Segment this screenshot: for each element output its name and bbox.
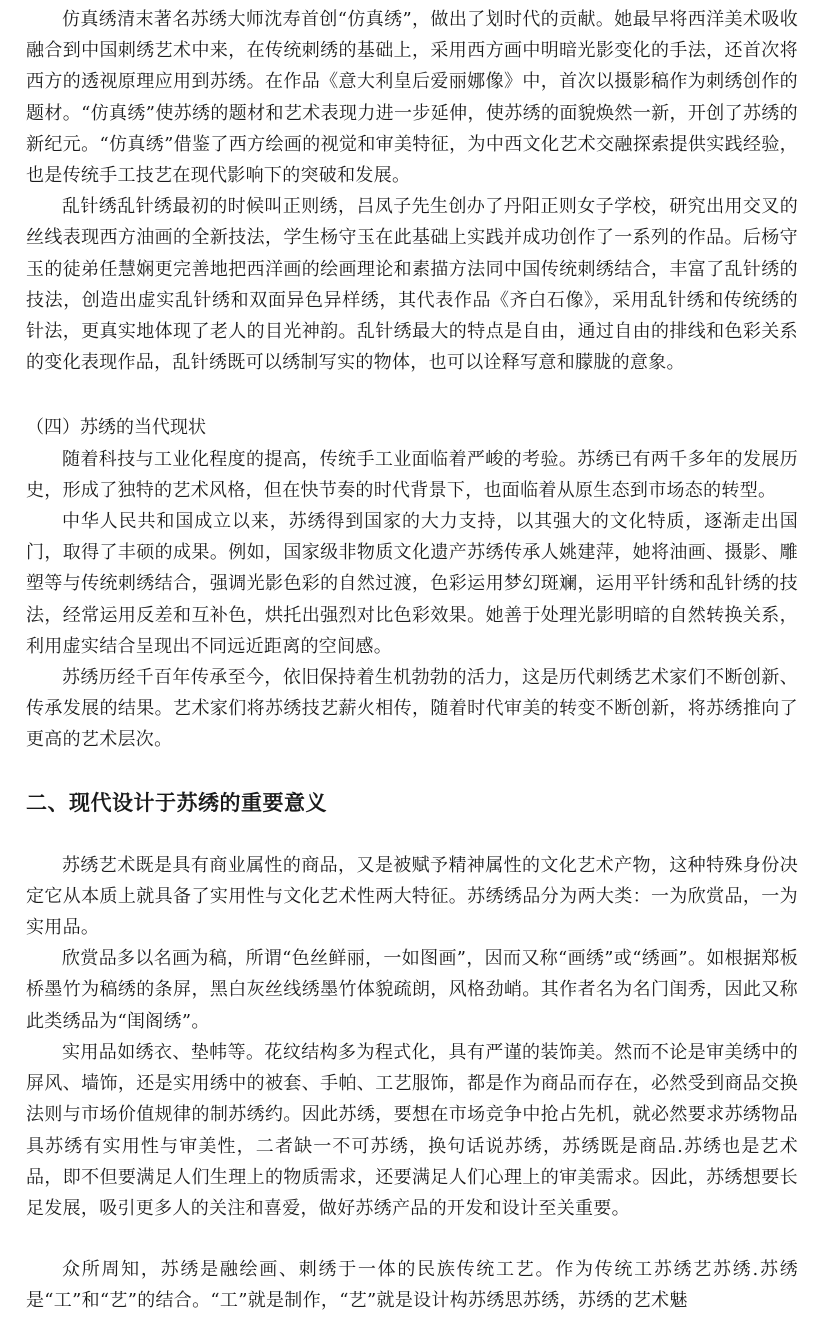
paragraph-random-stitch-embroidery: 乱针绣乱针绣最初的时候叫正则绣，吕凤子先生创办了丹阳正则女子学校，研究出用交叉的丝线表现西方油画的全新技法，学生杨守玉在此基础上实践并成功创作了一系列的作品。后杨守玉的徒弟任慧娴更完善地把西洋画的绘画理论和素描方法同中国传统刺绣结合，丰富了乱针绣的技法，创造出虚实乱针绣和双面异色异样绣，其代表作品《齐白石像》，采用乱针绣和传统绣的针法，更真实地体现了老人的目光神韵。乱针绣最大的特点是自由，通过自由的排线和色彩关系的变化表现作品，乱针绣既可以绣制写实的物体，也可以诠释写意和朦胧的意象。	[26, 196, 798, 374]
paragraph-industrialization: 随着科技与工业化程度的提高，传统手工业面临着严峻的考验。苏绣已有两千多年的发展历史，形成了独特的艺术风格，但在快节奏的时代背景下，也面临着从原生态到市场态的转型。	[26, 448, 798, 501]
document-page	[26, 4, 798, 1317]
paragraph-practical-items: 实用品如绣衣、垫帏等。花纹结构多为程式化，具有严谨的装饰美。然而不论是审美绣中的屏风、墙饰，还是实用绣中的被套、手帕、工艺服饰，都是作为商品而存在，必然受到商品交换法则与市场价值规律的制苏绣约。因此苏绣，要想在市场竞争中抢占先机，就必然要求苏绣物品具苏绣有实用性与审美性，二者缺一不可苏绣，换句话说苏绣，苏绣既是商品.苏绣也是艺术品，即不但要满足人们生理上的物质需求，还要满足人们心理上的审美需求。因此，苏绣想要长足发展，吸引更多人的关注和喜爱，做好苏绣产品的开发和设计至关重要。	[26, 1041, 798, 1219]
paragraph-gap	[26, 1224, 798, 1254]
subheading-contemporary-status: （四）苏绣的当代现状	[26, 417, 206, 439]
paragraph-craft-design: 众所周知，苏绣是融绘画、刺绣于一体的民族传统工艺。作为传统工苏绣艺苏绣.苏绣是“工”和“艺”的结合。“工”就是制作，“艺”就是设计构苏绣思苏绣，苏绣的艺术魅	[26, 1259, 798, 1312]
section-title: 二、现代设计于苏绣的重要意义	[26, 790, 327, 815]
paragraph-inheritance: 苏绣历经千百年传承至今，依旧保持着生机勃勃的活力，这是历代刺绣艺术家们不断创新、传承发展的结果。艺术家们将苏绣技艺薪火相传，随着时代审美的转变不断创新，将苏绣推向了更高的艺术层次。	[26, 667, 798, 751]
paragraph-appreciation-items: 欣赏品多以名画为稿，所谓“色丝鲜丽，一如图画”，因而又称“画绣”或“绣画”。如根据郑板桥墨竹为稿绣的条屏，黑白灰丝线绣墨竹体貌疏朗，风格劲峭。其作者名为名门闺秀，因此又称此类绣品为“闺阁绣”。	[26, 948, 798, 1032]
paragraph-commodity-art: 苏绣艺术既是具有商业属性的商品，又是被赋予精神属性的文化艺术产物，这种特殊身份决定它从本质上就具备了实用性与文化艺术性两大特征。苏绣绣品分为两大类：一为欣赏品，一为实用品。	[26, 854, 798, 939]
paragraph-national-support: 中华人民共和国成立以来，苏绣得到国家的大力支持，以其强大的文化特质，逐渐走出国门，取得了丰硕的成果。例如，国家级非物质文化遗产苏绣传承人姚建萍，她将油画、摄影、雕塑等与传统刺绣结合，强调光影色彩的自然过渡，色彩运用梦幻斑斓，运用平针绣和乱针绣的技法，经常运用反差和互补色，烘托出强烈对比色彩效果。她善于处理光影明暗的自然转换关系，利用虚实结合呈现出不同远近距离的空间感。	[26, 511, 798, 657]
paragraph-imitation-embroidery: 仿真绣清末著名苏绣大师沈寿首创“仿真绣”，做出了划时代的贡献。她最早将西洋美术吸收融合到中国刺绣艺术中来，在传统刺绣的基础上，采用西方画中明暗光影变化的手法，还首次将西方的透视原理应用到苏绣。在作品《意大利皇后爱丽娜像》中，首次以摄影稿作为刺绣创作的题材。“仿真绣”使苏绣的题材和艺术表现力进一步延伸，使苏绣的面貌焕然一新，开创了苏绣的新纪元。“仿真绣”借鉴了西方绘画的视觉和审美特征，为中西文化艺术交融探索提供实践经验，也是传统手工技艺在现代影响下的突破和发展。	[26, 9, 798, 187]
